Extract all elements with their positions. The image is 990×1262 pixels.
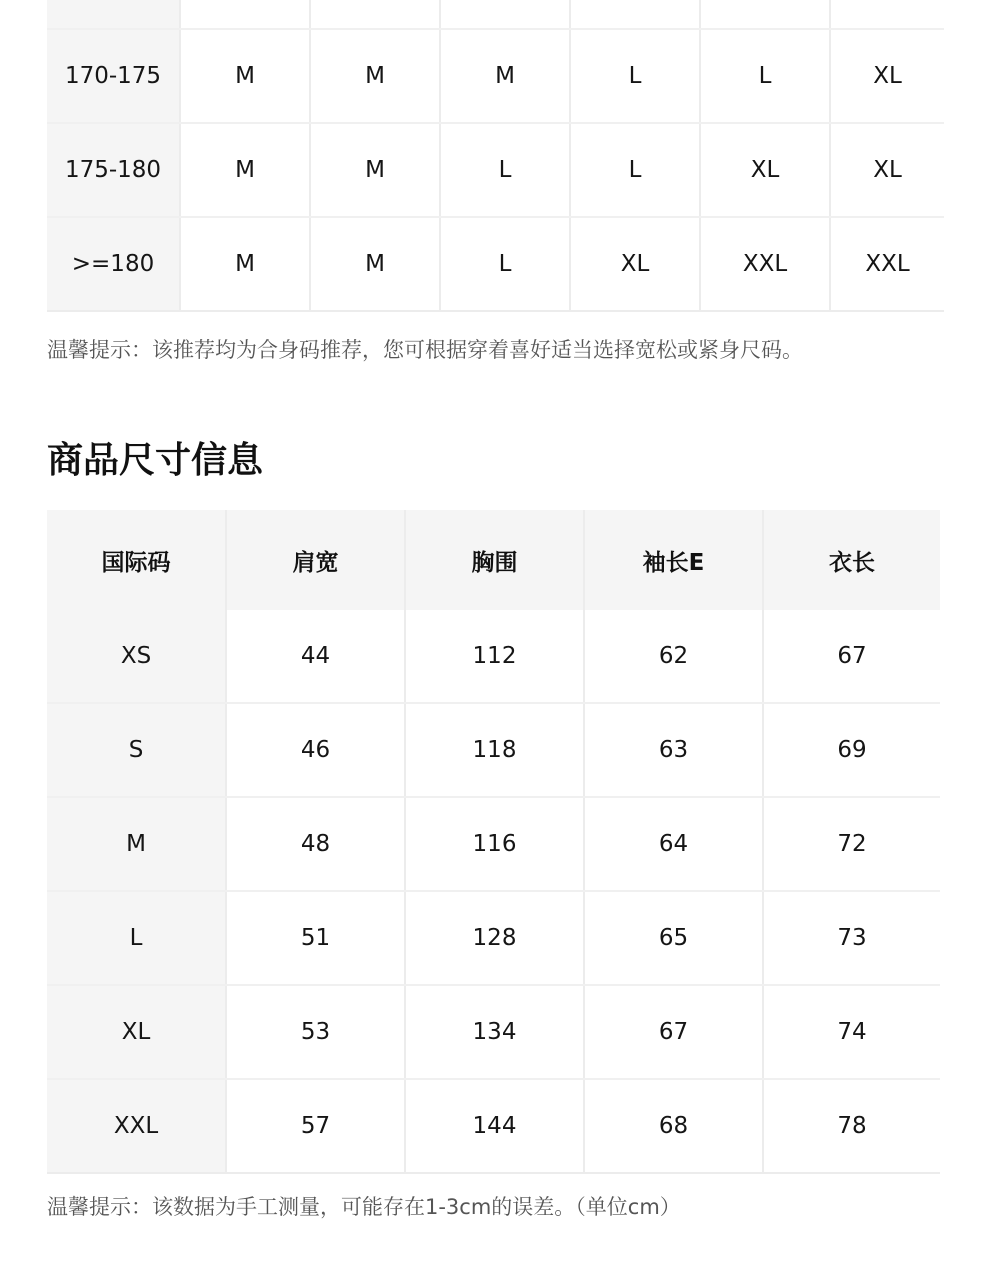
- table-row: [47, 797, 940, 891]
- column-header: 胸围: [405, 510, 584, 610]
- table-cell: 69: [763, 703, 940, 797]
- size-label-cell: XL: [47, 985, 226, 1079]
- section-title: 商品尺寸信息: [47, 440, 264, 481]
- height-range-cell: >=180: [47, 217, 180, 311]
- table-cell: M: [180, 123, 310, 217]
- recommendation-table: [47, 0, 944, 312]
- table-cell: 112: [405, 610, 584, 703]
- table-cell: XL: [830, 123, 944, 217]
- table-cell: 116: [405, 797, 584, 891]
- table-row: [47, 29, 944, 123]
- size-info-table: [47, 510, 940, 1174]
- table-cell: L: [570, 29, 700, 123]
- table-cell: 63: [584, 703, 763, 797]
- table-cell: M: [310, 29, 440, 123]
- table-cell: 128: [405, 891, 584, 985]
- table-cell: XXL: [865, 251, 910, 277]
- table-cell: 67: [584, 985, 763, 1079]
- column-header: 袖长E: [584, 510, 763, 610]
- table-cell: 72: [763, 797, 940, 891]
- fit-tip-text: 温馨提示：该推荐均为合身码推荐，您可根据穿着喜好适当选择宽松或紧身尺码。: [47, 338, 803, 362]
- height-range-cell: 170-175: [47, 29, 180, 123]
- table-cell: 68: [584, 1079, 763, 1173]
- table-cell: 44: [226, 610, 405, 703]
- table-cell: 74: [763, 985, 940, 1079]
- table-cell: 53: [226, 985, 405, 1079]
- table-cell: L: [570, 123, 700, 217]
- table-cell: L: [440, 123, 570, 217]
- table-row-cutoff: [47, 0, 944, 29]
- table-row: [47, 123, 944, 217]
- column-header: 国际码: [47, 510, 226, 610]
- table-cell: 134: [405, 985, 584, 1079]
- table-cell: L: [440, 217, 570, 311]
- table-cell: 73: [763, 891, 940, 985]
- table-row: [47, 217, 944, 311]
- table-cell: 78: [763, 1079, 940, 1173]
- table-cell: XL: [570, 217, 700, 311]
- table-header-row: [47, 510, 940, 610]
- table-row: [47, 610, 940, 703]
- table-cell: M: [310, 123, 440, 217]
- size-label-cell: M: [47, 797, 226, 891]
- table-cell: 67: [763, 610, 940, 703]
- table-row: [47, 891, 940, 985]
- table-cell: M: [440, 29, 570, 123]
- table-cell: M: [310, 217, 440, 311]
- column-header: 衣长: [763, 510, 940, 610]
- table-cell: XXL: [700, 217, 830, 311]
- table-row: [47, 703, 940, 797]
- table-cell: 57: [226, 1079, 405, 1173]
- table-cell: 46: [226, 703, 405, 797]
- table-cell: 144: [405, 1079, 584, 1173]
- size-label-cell: XXL: [47, 1079, 226, 1173]
- table-cell: 51: [226, 891, 405, 985]
- size-label-cell: XS: [47, 610, 226, 703]
- table-cell: 62: [584, 610, 763, 703]
- measurement-tip-text: 温馨提示：该数据为手工测量，可能存在1-3cm的误差。（单位cm）: [47, 1195, 681, 1219]
- size-label-cell: S: [47, 703, 226, 797]
- column-header: 肩宽: [226, 510, 405, 610]
- table-cell: 48: [226, 797, 405, 891]
- table-cell: 118: [405, 703, 584, 797]
- table-cell: XL: [830, 29, 944, 123]
- table-cell: 64: [584, 797, 763, 891]
- table-cell: 65: [584, 891, 763, 985]
- table-cell: M: [180, 217, 310, 311]
- table-row: [47, 1079, 940, 1173]
- table-cell: M: [180, 29, 310, 123]
- table-row: [47, 985, 940, 1079]
- table-cell: L: [700, 29, 830, 123]
- table-cell: XL: [700, 123, 830, 217]
- size-label-cell: L: [47, 891, 226, 985]
- height-range-cell: 175-180: [47, 123, 180, 217]
